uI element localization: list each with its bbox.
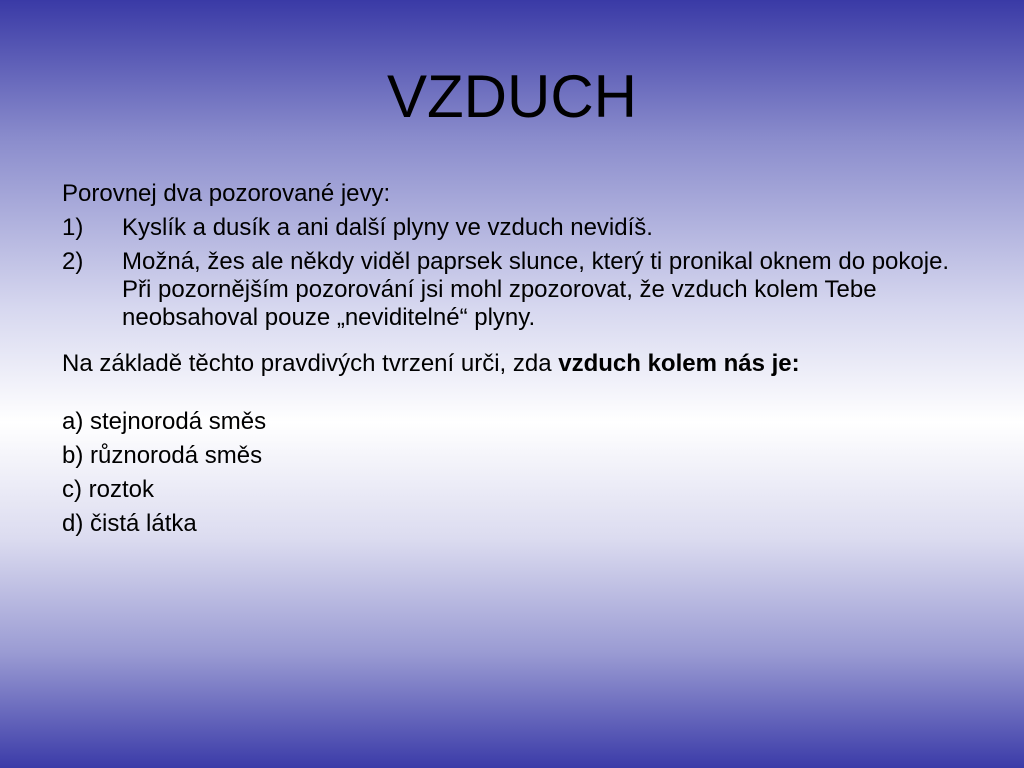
slide-title: VZDUCH <box>387 63 637 130</box>
observation-text: Možná, žes ale někdy viděl paprsek slunce, který ti pronikal oknem do pokoje. Při pozornějším pozorování jsi mohl zpozorovat, že vzduch kolem Tebe neobsahoval pouze „neviditelné“ plyny. <box>122 248 950 331</box>
answer-options <box>62 408 982 538</box>
option-b: b) různorodá směs <box>62 442 263 469</box>
observation-number: 1) <box>62 214 84 241</box>
observation-item-2 <box>62 248 982 332</box>
observation-text: Kyslík a dusík a ani další plyny ve vzduch nevidíš. <box>122 214 653 241</box>
question-emphasis: vzduch kolem nás je: <box>558 350 800 377</box>
slide-body <box>62 180 982 544</box>
option-a: a) stejnorodá směs <box>62 408 267 435</box>
observation-item-1 <box>62 214 982 242</box>
observation-number: 2) <box>62 248 84 275</box>
intro-text: Porovnej dva pozorované jevy: <box>62 180 391 207</box>
question-text: Na základě těchto pravdivých tvrzení urči, zda <box>62 350 559 377</box>
question <box>62 350 982 378</box>
option-d: d) čistá látka <box>62 510 197 537</box>
option-c: c) roztok <box>62 476 155 503</box>
